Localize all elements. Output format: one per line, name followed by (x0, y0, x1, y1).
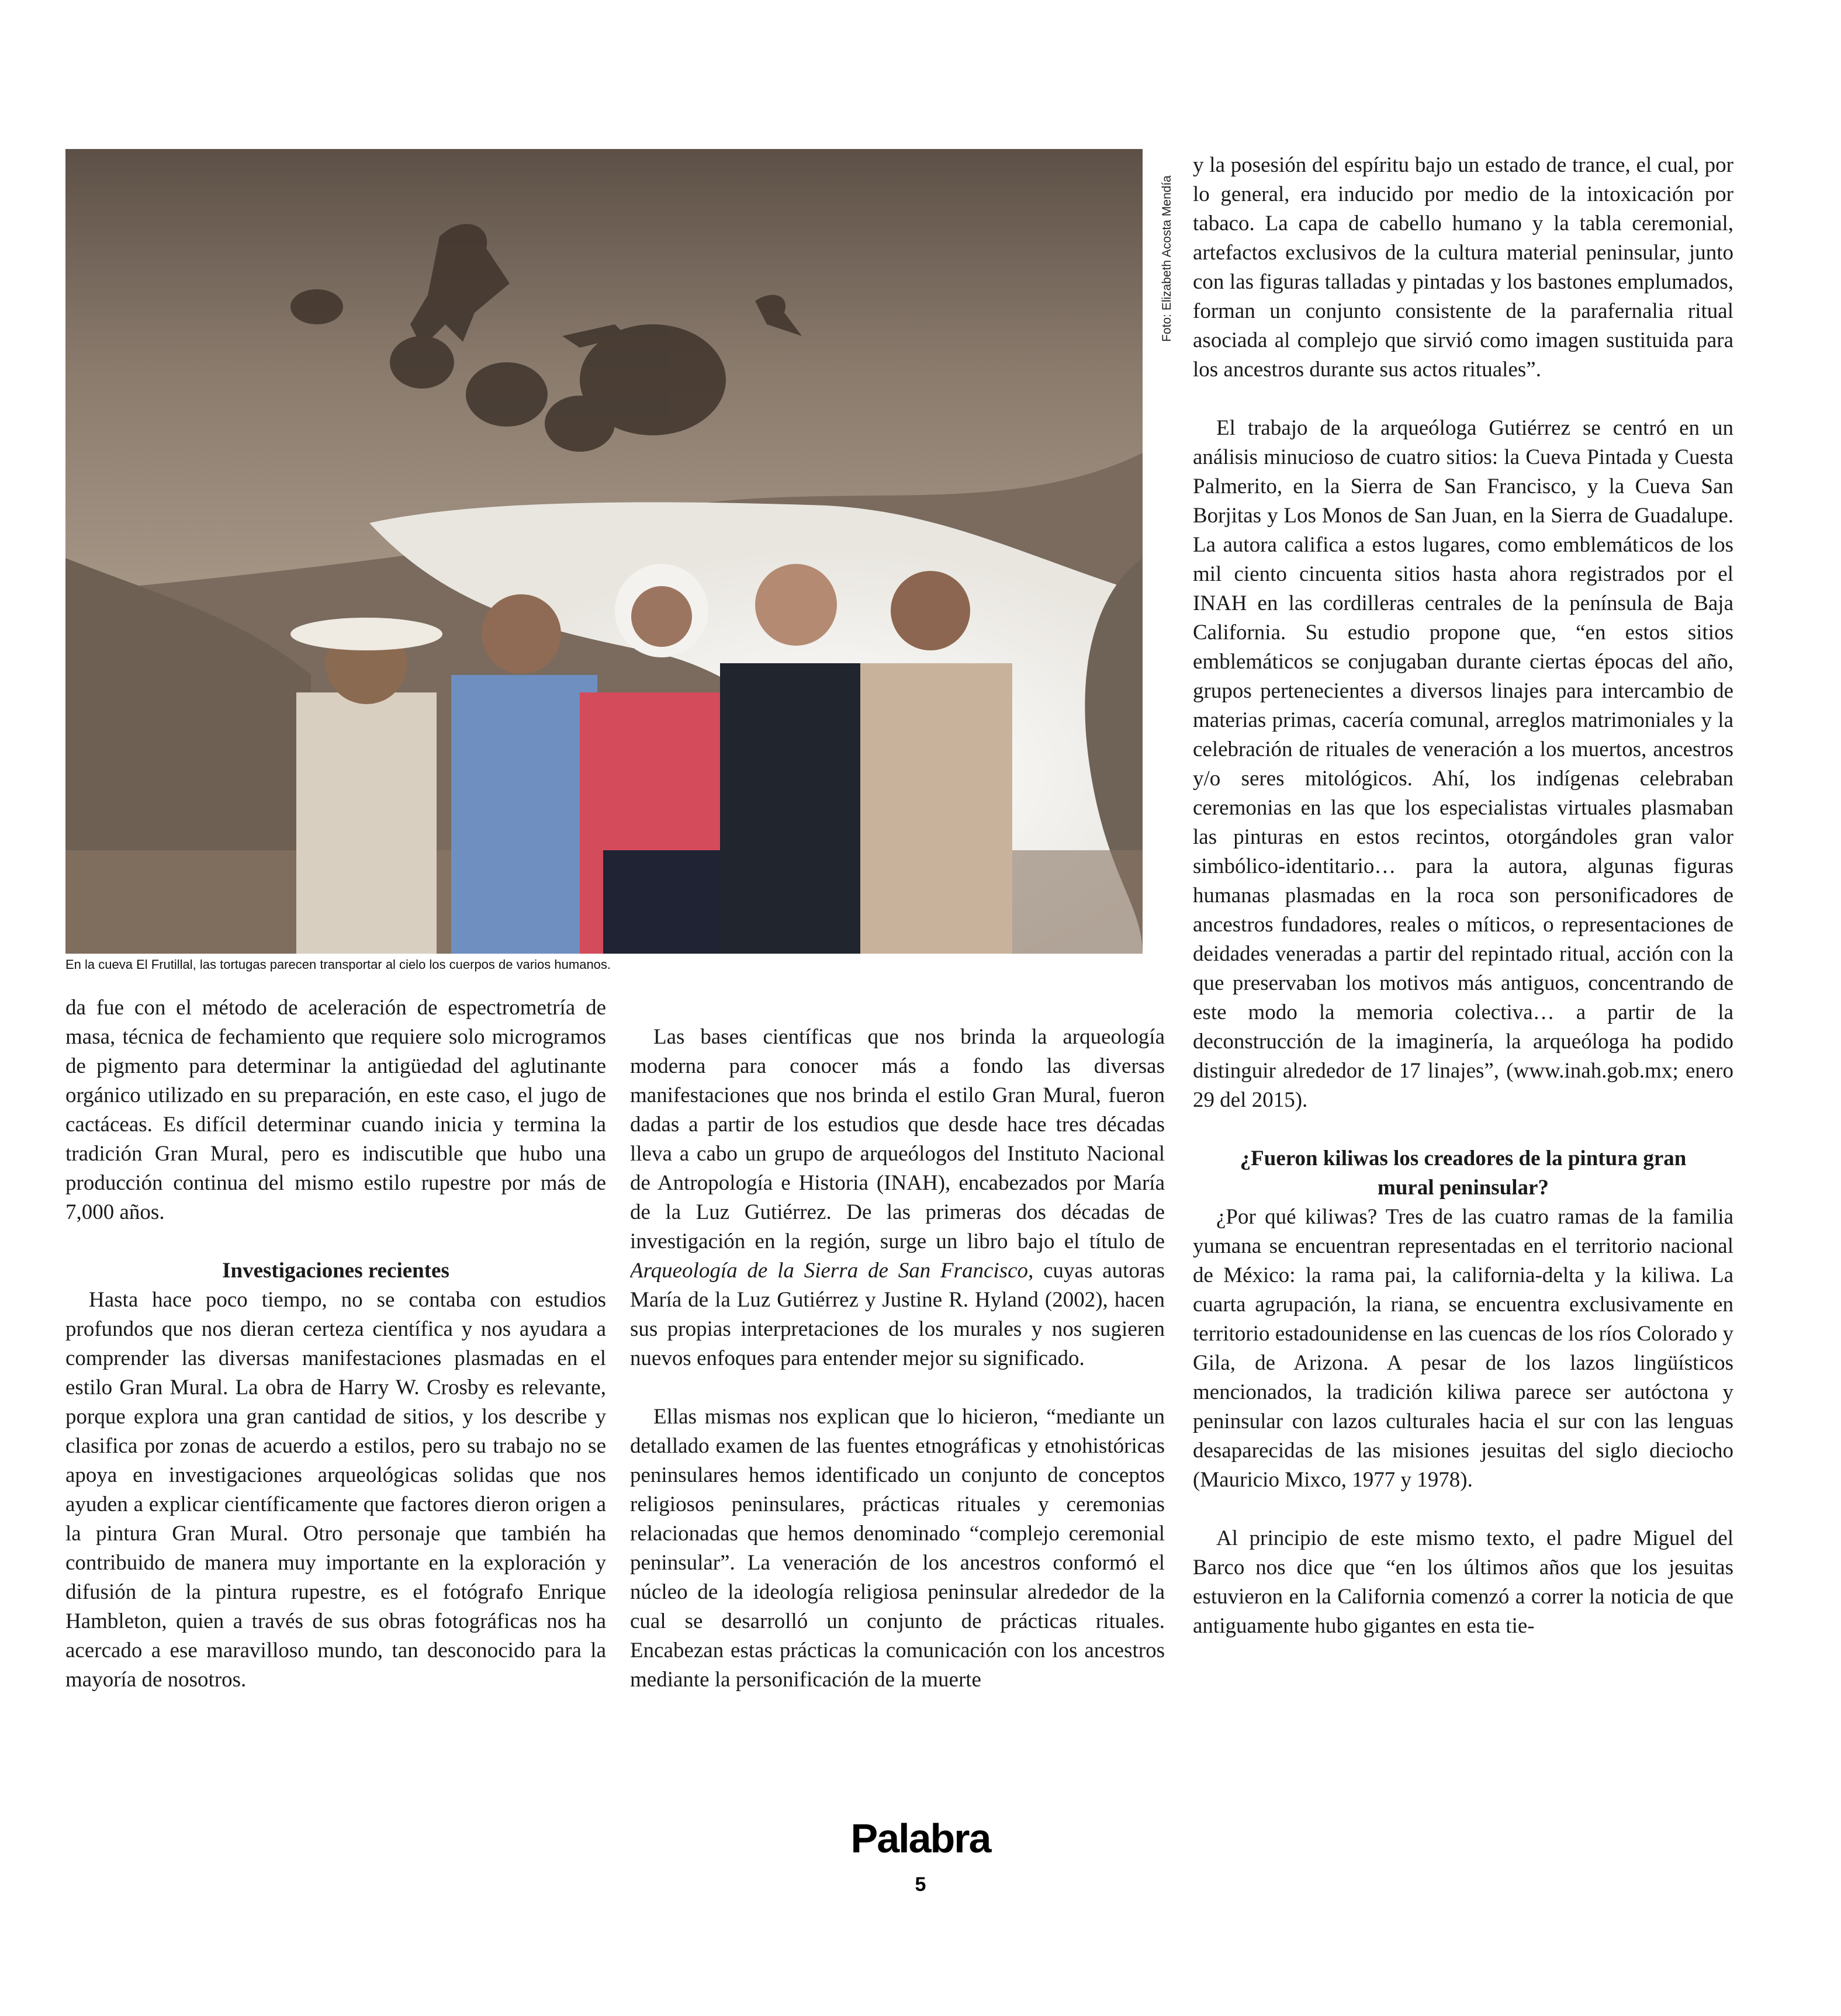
cave-photo-illustration (65, 149, 1143, 954)
page-number: 5 (915, 1873, 926, 1896)
cave-photo (65, 149, 1143, 954)
paragraph: El trabajo de la arqueóloga Gutiérrez se centró en un análisis minucioso de cuatro sitios: la Cueva Pintada y Cuesta Palmerito, en la Sierra de San Francisco, y la Cueva San Borjitas y Los Monos de San Juan, en la Sierra de Guadalupe. La autora califica a estos lugares, como emblemáticos de los mil ciento cincuenta sitios hasta ahora registrados por el INAH en las cordilleras centrales de la península de Baja California. Su estudio propone que, “en estos sitios emblemáticos se conjugaban durante ciertas épocas del año, grupos pertenecientes a diversos linajes para intercambio de materias primas, cacería comunal, arreglos matrimoniales y la celebración de rituales de veneración a los muertos, ancestros y/o seres mitológicos. Ahí, los indígenas celebraban ceremonias en las que los especialistas virtuales plasmaban las pinturas en estos recintos, otorgándoles gran valor simbólico-identitario… para la autora, algunas figuras humanas plasmadas en la roca son personificadores de ancestros fundadores, reales o míticos, o representaciones de deidades veneradas a partir del repintado ritual, acción con la que preservaban los motivos más antiguos, concentrando de este modo la memoria colectiva… a partir de la deconstrucción de la imaginería, la arqueóloga ha podido distinguir alrededor de 17 linajes”, (www.inah.gob.mx; enero 29 del 2015). (1193, 416, 1733, 1112)
section-heading: ¿Fueron kiliwas los creadores de la pintura gran mural peninsular? (1240, 1146, 1687, 1200)
photo-credit-text: Foto: Elizabeth Acosta Mendía (1160, 175, 1174, 342)
paragraph: y la posesión del espíritu bajo un estado de trance, el cual, por lo general, era inducido por medio de la intoxicación por tabaco. La capa de cabello humano y la tabla ceremonial, artefactos exclusivos de la cultura material peninsular, junto con las figuras talladas y pintadas y los bastones emplumados, forman un conjunto consistente de la parafernalia ritual asociada al complejo que sirvió como imagen sustituida para los ancestros durante sus actos rituales”. (1193, 153, 1733, 382)
paragraph: Hasta hace poco tiempo, no se contaba con estudios profundos que nos dieran certeza científica y nos ayudara a comprender las diversas manifestaciones plasmadas en el estilo Gran Mural. La obra de Harry W. Crosby es relevante, porque explora una gran cantidad de sitios, y los describe y clasifica por zonas de acuerdo a estilos, pero su trabajo no se apoya en investigaciones arqueológicas solidas que nos ayuden a explicar científicamente que factores dieron origen a la pintura Gran Mural. Otro personaje que también ha contribuido de manera muy importante en la exploración y difusión de la pintura rupestre, es el fotógrafo Enrique Hambleton, quien a través de sus obras fotográficas nos ha acercado a ese maravilloso mundo, tan desconocido para la mayoría de nosotros. (65, 1288, 606, 1692)
paragraph (630, 1023, 1165, 1373)
magazine-masthead: Palabra (850, 1816, 991, 1861)
paragraph: Al principio de este mismo texto, el padre Miguel del Barco nos dice que “en los últimos años que los jesuitas estuvieron en la California comenzó a correr la noticia de que antiguamente hubo gigantes en esta tie- (1193, 1526, 1733, 1638)
section-heading: Investigaciones recientes (222, 1259, 449, 1283)
paragraph: da fue con el método de aceleración de espectrometría de masa, técnica de fechamiento que requiere solo microgramos de pigmento para determinar la antigüedad del aglutinante orgánico utilizado en su preparación, en este caso, el jugo de cactáceas. Es difícil determinar cuando inicia y termina la tradición Gran Mural, pero es indiscutible que hubo una producción continua del mismo estilo rupestre por más de 7,000 años. (65, 996, 606, 1224)
book-title: Arqueología de la Sierra de San Francisco (630, 1259, 1029, 1283)
paragraph: Ellas mismas nos explican que lo hicieron, “mediante un detallado examen de las fuentes etnográficas y etnohistóricas peninsulares hemos identificado un conjunto de conceptos religiosos peninsulares, prácticas rituales y ceremonias relacionadas que hemos denominado “complejo ceremonial peninsular”. La veneración de los ancestros conformó el núcleo de la ideología religiosa peninsular alrededor de la cual se desarrolló un conjunto de prácticas rituales. Encabezan estas prácticas la comunicación con los ancestros mediante la personificación de la muerte (630, 1405, 1165, 1692)
photo-caption: En la cueva El Frutillal, las tortugas parecen transportar al cielo los cuerpos de varios humanos. (65, 957, 611, 972)
paragraph-text: , cuyas autoras María de la Luz Gutiérrez y Justine R. Hyland (2002), hacen sus propias interpretaciones de los murales y nos sugieren nuevos enfoques para entender mejor su significado. (630, 1259, 1165, 1370)
right-column (1193, 151, 1733, 1771)
people-group (290, 564, 1012, 954)
photo-credit (1143, 149, 1178, 342)
center-column (630, 1023, 1165, 1771)
paragraph-text: Las bases científicas que nos brinda la arqueología moderna para conocer más a fondo las diversas manifestaciones que nos brinda el estilo Gran Mural, fueron dadas a partir de los estudios que desde hace tres décadas lleva a cabo un grupo de arqueólogos del Instituto Nacional de Antropología e Historia (INAH), encabezados por María de la Luz Gutiérrez. De las primeras dos décadas de investigación en la región, surge un libro bajo el título de (630, 1025, 1165, 1253)
left-column (65, 993, 606, 1771)
paragraph: ¿Por qué kiliwas? Tres de las cuatro ramas de la familia yumana se encuentran representadas en el territorio nacional de México: la rama pai, la california-delta y la kiliwa. La cuarta agrupación, la riana, se encuentra exclusivamente en territorio estadounidense en las cuencas de los ríos Colorado y Gila, de Arizona. A pesar de los lazos lingüísticos mencionados, la tradición kiliwa parece ser autóctona y peninsular con lazos culturales hacia el sur con las lenguas desaparecidas de las misiones jesuitas del siglo dieciocho (Mauricio Mixco, 1977 y 1978). (1193, 1205, 1733, 1492)
